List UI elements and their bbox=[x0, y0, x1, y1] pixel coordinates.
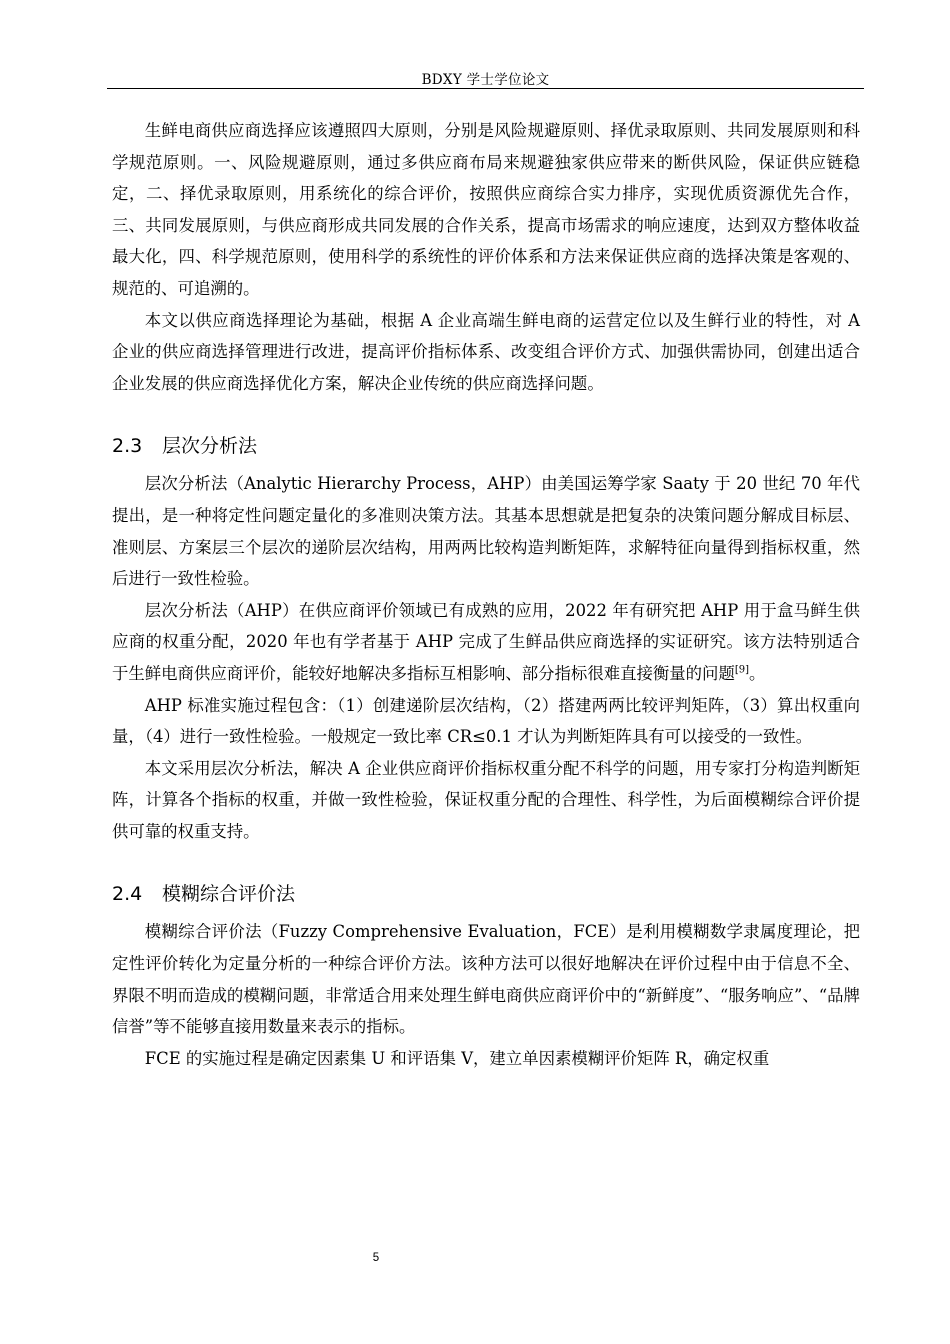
citation-ref: [9] bbox=[734, 664, 750, 676]
section-heading-2-4 bbox=[112, 877, 860, 911]
header-rule bbox=[107, 88, 864, 89]
page-number: 5 bbox=[372, 1252, 380, 1264]
paragraph: FCE 的实施过程是确定因素集 U 和评语集 V，建立单因素模糊评价矩阵 R，确定权重 bbox=[144, 1048, 770, 1068]
paragraph: 模糊综合评价法（Fuzzy Comprehensive Evaluation，FCE）是利用模糊数学隶属度理论，把定性评价转化为定量分析的一种综合评价方法。该种方法可以很好地解决在评价过程中由于信息不全、界限不明而造成的模糊问题，非常适合用来处理生鲜电商供应商评价中的“新鲜度”、“服务响应”、“品牌信誉”等不能够直接用数量来表示的指标。 bbox=[112, 922, 860, 1037]
section-title: 模糊综合评价法 bbox=[162, 883, 296, 906]
paragraph: 生鲜电商供应商选择应该遵照四大原则，分别是风险规避原则、择优录取原则、共同发展原则和科学规范原则。一、风险规避原则，通过多供应商布局来规避独家供应带来的断供风险，保证供应链稳定，二、择优录取原则，用系统化的综合评价，按照供应商综合实力排序，实现优质资源优先合作，三、共同发展原则，与供应商形成共同发展的合作关系，提高市场需求的响应速度，达到双方整体收益最大化，四、科学规范原则，使用科学的系统性的评价体系和方法来保证供应商的选择决策是客观的、规范的、可追溯的。 bbox=[112, 121, 860, 298]
paragraph-end: 。 bbox=[749, 663, 766, 683]
section-heading-2-3 bbox=[112, 429, 860, 463]
section-number: 2.4 bbox=[112, 883, 143, 906]
section-title: 层次分析法 bbox=[162, 435, 258, 458]
paragraph: 本文以供应商选择理论为基础，根据 A 企业高端生鲜电商的运营定位以及生鲜行业的特性，对 A 企业的供应商选择管理进行改进，提高评价指标体系、改变组合评价方式、加强供需协同，创建出适合企业发展的供应商选择优化方案，解决企业传统的供应商选择问题。 bbox=[112, 310, 860, 393]
paragraph: 本文采用层次分析法，解决 A 企业供应商评价指标权重分配不科学的问题，用专家打分构造判断矩阵，计算各个指标的权重，并做一致性检验，保证权重分配的合理性、科学性，为后面模糊综合评价提供可靠的权重支持。 bbox=[112, 758, 860, 841]
section-number: 2.3 bbox=[112, 435, 143, 458]
paragraph-text: 层次分析法（AHP）在供应商评价领域已有成熟的应用，2022 年有研究把 AHP 用于盒马鲜生供应商的权重分配，2020 年也有学者基于 AHP 完成了生鲜品供应商选择的实证研究。该方法特别适合于生鲜电商供应商评价，能较好地解决多指标互相影响、部分指标很难直接衡量的问题 bbox=[112, 600, 860, 683]
paragraph bbox=[112, 595, 860, 690]
running-header: BDXY 学士学位论文 bbox=[421, 72, 550, 88]
page-body bbox=[112, 115, 860, 1074]
paragraph: AHP 标准实施过程包含：（1）创建递阶层次结构，（2）搭建两两比较评判矩阵，（3）算出权重向量，（4）进行一致性检验。一般规定一致比率 CR≤0.1 才认为判断矩阵具有可以接受的一致性。 bbox=[112, 695, 860, 747]
paragraph: 层次分析法（Analytic Hierarchy Process，AHP）由美国运筹学家 Saaty 于 20 世纪 70 年代提出，是一种将定性问题定量化的多准则决策方法。其基本思想就是把复杂的决策问题分解成目标层、准则层、方案层三个层次的递阶层次结构，用两两比较构造判断矩阵，求解特征向量得到指标权重，然后进行一致性检验。 bbox=[112, 474, 860, 589]
